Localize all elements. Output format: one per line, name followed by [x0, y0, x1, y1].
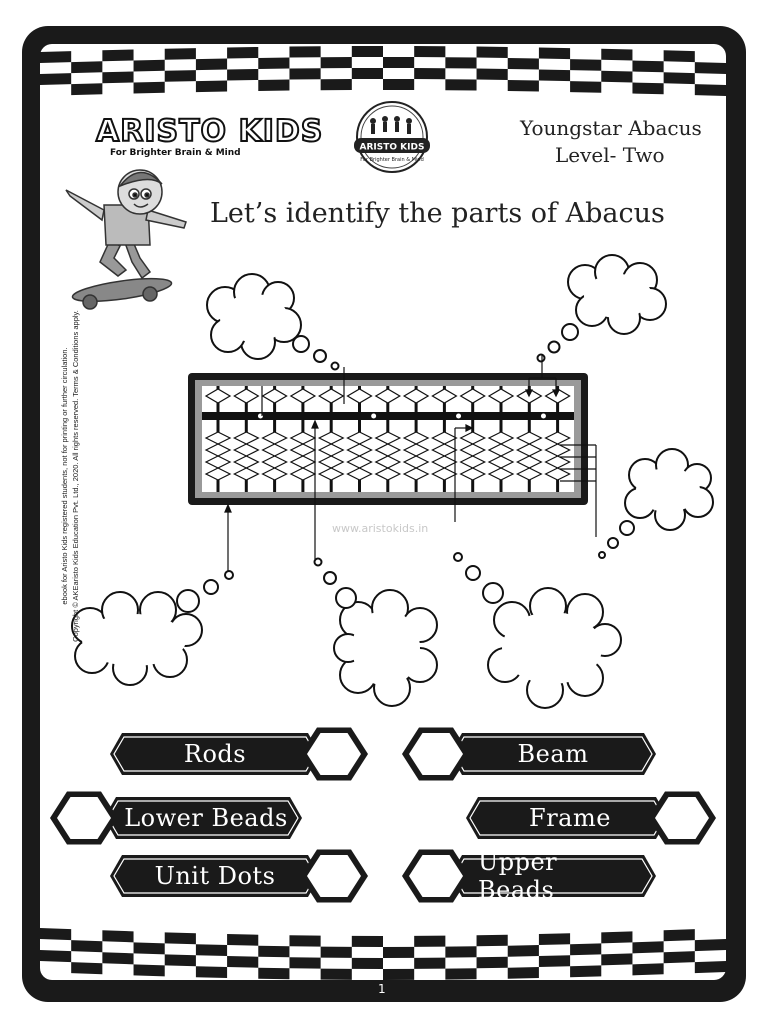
- flag-square: [71, 940, 102, 952]
- flag-square: [165, 954, 196, 966]
- flag-square: [227, 956, 258, 968]
- flag-square: [134, 82, 165, 94]
- level-label: Level- Two: [555, 143, 665, 167]
- flag-square: [601, 49, 632, 61]
- flag-square: [664, 929, 695, 941]
- flag-square: [664, 951, 695, 963]
- flag-square: [695, 961, 726, 973]
- svg-text:ARISTO KIDS: ARISTO KIDS: [359, 142, 425, 153]
- flag-square: [258, 968, 289, 980]
- abacus-beam: [202, 412, 574, 420]
- flag-square: [102, 930, 133, 942]
- flag-square: [40, 73, 71, 85]
- watermark-url: www.aristokids.in: [332, 522, 429, 535]
- page-heading: Let’s identify the parts of Abacus: [210, 198, 665, 229]
- flag-square: [352, 46, 383, 57]
- flag-square: [258, 58, 289, 69]
- flag-square: [134, 964, 165, 976]
- flag-square: [227, 934, 258, 946]
- flag-square: [601, 931, 632, 943]
- flag-square: [601, 953, 632, 965]
- flag-square: [40, 51, 71, 63]
- flag-square: [601, 71, 632, 83]
- flag-square: [227, 47, 258, 59]
- flag-square: [632, 61, 663, 73]
- flag-square: [570, 965, 601, 977]
- flag-square: [71, 61, 102, 73]
- flag-square: [539, 933, 570, 945]
- unit-dot: [456, 414, 461, 419]
- course-title: Youngstar Abacus: [520, 116, 702, 140]
- flag-square: [289, 68, 320, 79]
- label-lower-beads[interactable]: Lower Beads: [124, 804, 288, 832]
- flag-square: [539, 69, 570, 81]
- label-unit-dots[interactable]: Unit Dots: [154, 862, 276, 890]
- flag-square: [570, 943, 601, 955]
- flag-square: [196, 80, 227, 92]
- flag-square: [196, 944, 227, 956]
- unit-dot: [371, 414, 376, 419]
- flag-square: [695, 62, 726, 74]
- flag-square: [196, 58, 227, 70]
- brand-tagline: For Brighter Brain & Mind: [110, 148, 241, 158]
- flag-square: [477, 957, 508, 969]
- flag-square: [289, 935, 320, 946]
- flag-square: [227, 69, 258, 81]
- label-frame[interactable]: Frame: [529, 804, 611, 832]
- flag-square: [632, 963, 663, 975]
- flag-square: [445, 946, 476, 957]
- unit-dot: [541, 414, 546, 419]
- flag-square: [40, 928, 71, 940]
- flag-square: [539, 955, 570, 967]
- flag-square: [134, 60, 165, 72]
- flag-square: [445, 57, 476, 68]
- svg-text:For Brighter Brain & Mind: For Brighter Brain & Mind: [360, 157, 424, 163]
- flag-square: [102, 952, 133, 964]
- page-number: 1: [378, 982, 386, 996]
- flag-square: [383, 79, 414, 90]
- flag-square: [165, 48, 196, 60]
- flag-square: [508, 58, 539, 70]
- flag-square: [445, 79, 476, 90]
- label-beam[interactable]: Beam: [517, 740, 589, 768]
- flag-square: [352, 936, 383, 947]
- flag-square: [321, 79, 352, 90]
- flag-square: [289, 957, 320, 968]
- flag-square: [383, 969, 414, 980]
- flag-square: [102, 50, 133, 62]
- copyright-line-1: ebook for Aristo Kids registered students, not for printing or further circulation.: [60, 347, 69, 605]
- flag-square: [196, 966, 227, 978]
- label-rods[interactable]: Rods: [183, 740, 247, 768]
- flag-square: [165, 932, 196, 944]
- flag-square: [102, 72, 133, 84]
- flag-square: [71, 83, 102, 95]
- flag-square: [71, 962, 102, 974]
- flag-square: [508, 967, 539, 979]
- flag-square: [664, 72, 695, 84]
- flag-square: [477, 69, 508, 80]
- label-upper-beads[interactable]: Upper Beads: [478, 848, 558, 904]
- flag-square: [165, 70, 196, 82]
- flag-square: [508, 80, 539, 92]
- flag-square: [289, 46, 320, 57]
- flag-square: [321, 57, 352, 68]
- flag-square: [414, 46, 445, 57]
- flag-square: [414, 936, 445, 947]
- flag-square: [477, 935, 508, 947]
- flag-square: [632, 83, 663, 95]
- flag-square: [570, 81, 601, 93]
- copyright-notice: [59, 296, 81, 656]
- flag-square: [664, 50, 695, 62]
- flag-square: [414, 958, 445, 969]
- flag-square: [477, 47, 508, 58]
- flag-square: [258, 80, 289, 91]
- flag-square: [352, 958, 383, 969]
- flag-square: [414, 68, 445, 79]
- flag-square: [632, 941, 663, 953]
- flag-square: [321, 947, 352, 958]
- brand-logo: ARISTO KIDS: [96, 114, 324, 149]
- flag-square: [134, 942, 165, 954]
- flag-square: [383, 947, 414, 958]
- flag-square: [383, 57, 414, 68]
- flag-square: [570, 59, 601, 71]
- copyright-line-2: Copyright © AKEaristo Kids Education Pvt. Ltd., 2020. All rights reserved. Terms & Conditions apply.: [71, 310, 80, 642]
- flag-square: [539, 47, 570, 59]
- flag-square: [695, 84, 726, 96]
- flag-square: [258, 946, 289, 958]
- flag-square: [40, 950, 71, 962]
- flag-square: [508, 945, 539, 957]
- flag-square: [445, 968, 476, 979]
- flag-square: [695, 939, 726, 951]
- flag-square: [352, 68, 383, 79]
- flag-square: [321, 969, 352, 980]
